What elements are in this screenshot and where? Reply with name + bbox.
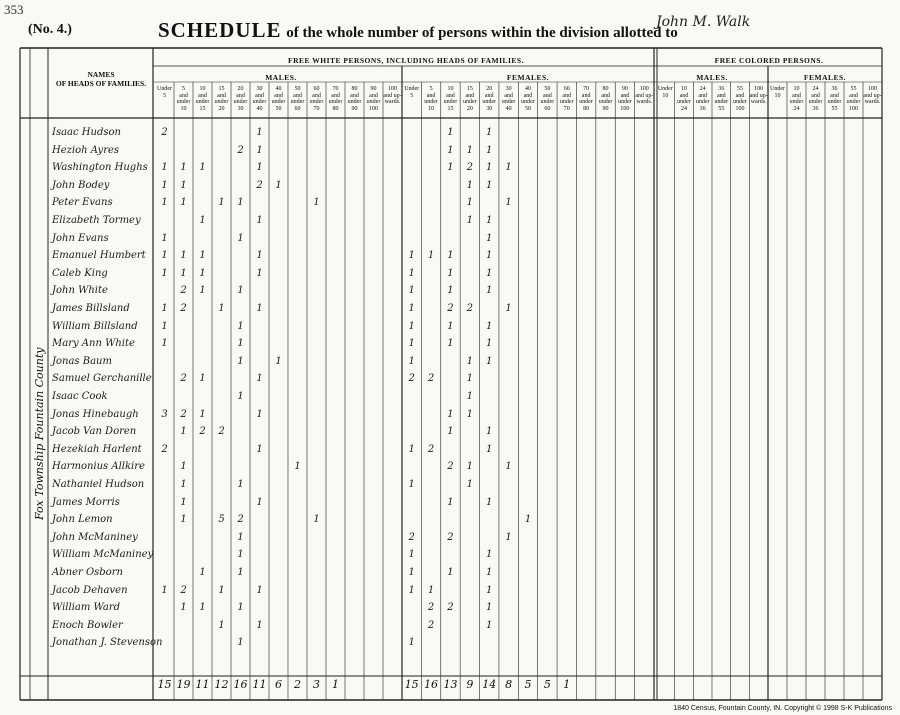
male-age-header: 90 and under 100 [366,86,381,112]
female-age-header: 30 and under 40 [501,86,516,112]
male-tally: 1 [256,162,263,174]
male-total: 16 [233,678,248,691]
female-tally: 1 [408,285,415,297]
female-tally: 1 [486,144,493,156]
female-tally: 1 [447,408,454,420]
female-tally: 1 [447,285,454,297]
free-white-header: FREE WHITE PERSONS, INCLUDING HEADS OF FAMILIES. [288,56,524,65]
male-tally: 1 [256,144,263,156]
family-head-name: Emanuel Humbert [52,250,146,262]
male-total: 2 [294,678,301,691]
male-total: 11 [195,678,210,691]
female-tally: 1 [408,567,415,578]
male-age-header: 80 and under 90 [347,86,362,112]
family-head-name: John Evans [52,232,109,244]
female-tally: 1 [447,426,454,438]
male-tally: 1 [237,232,244,244]
free-colored-header: FREE COLORED PERSONS. [714,56,824,65]
family-head-name: Hezekiah Harlent [52,443,142,455]
male-tally: 1 [161,197,168,209]
male-age-header: 40 and under 50 [271,86,286,112]
colored-female-age-header: 10 and under 24 [789,86,804,112]
male-tally: 1 [237,285,244,297]
schedule-title-rest: of the whole number of persons within the division allotted to [286,25,678,41]
male-total: 11 [252,678,267,691]
schedule-title-main: SCHEDULE [158,18,282,42]
female-age-header: 100 and up- wards. [635,86,654,105]
male-tally: 1 [256,373,263,385]
family-head-name: John Lemon [52,514,113,526]
female-tally: 1 [466,461,474,473]
male-tally: 1 [161,338,168,350]
family-head-name: John Bodey [52,179,110,191]
male-tally: 1 [180,250,187,262]
male-tally: 1 [237,197,244,209]
male-tally: 2 [199,426,206,438]
female-total: 15 [404,678,419,691]
family-head-name: William Billsland [52,320,138,332]
female-total: 16 [424,678,439,691]
female-tally: 1 [408,549,415,561]
male-tally: 1 [256,215,263,226]
male-tally: 2 [180,373,187,385]
male-tally: 1 [294,461,301,473]
male-tally: 1 [180,479,187,490]
female-age-header: 70 and under 80 [579,86,593,112]
colored-males-header: MALES. [696,73,728,82]
male-tally: 1 [237,637,244,649]
male-tally: 1 [180,179,187,191]
female-tally: 1 [466,408,474,420]
male-age-header: 60 and under 70 [309,86,324,112]
female-tally: 1 [505,162,512,174]
female-tally: 2 [447,461,454,473]
male-tally: 2 [180,408,187,420]
male-tally: 1 [199,250,206,262]
male-tally: 1 [218,303,225,314]
male-tally: 1 [237,549,244,561]
male-tally: 2 [180,303,187,314]
names-column-header: NAMES OF HEADS OF FAMILIES. [55,70,147,88]
male-tally: 1 [199,285,206,297]
family-head-name: Jonas Baum [52,355,112,367]
male-total: 15 [157,678,172,691]
male-tally: 1 [256,584,263,596]
female-tally: 1 [486,355,493,367]
female-tally: 1 [408,479,415,490]
female-total: 9 [466,678,474,691]
male-tally: 1 [180,162,187,174]
female-tally: 1 [408,355,415,367]
male-tally: 1 [199,373,206,385]
male-tally: 1 [218,197,225,209]
family-head-name: Jacob Dehaven [52,584,128,596]
male-tally: 2 [237,514,244,526]
female-tally: 1 [486,232,493,244]
page-number: 353 [4,2,24,17]
female-tally: 2 [427,619,435,631]
female-tally: 1 [486,602,493,614]
white-males-header: MALES. [265,73,297,82]
female-tally: 1 [466,144,474,156]
male-tally: 1 [180,461,187,473]
male-tally: 1 [161,320,168,332]
female-total: 1 [563,678,571,691]
male-tally: 1 [218,619,225,631]
female-tally: 1 [408,267,415,279]
female-age-header: 5 and under 10 [424,86,438,112]
male-tally: 1 [313,514,320,526]
female-total: 5 [543,678,551,691]
female-tally: 1 [486,567,493,578]
female-tally: 1 [427,250,435,262]
male-tally: 1 [180,496,187,508]
male-tally: 1 [256,127,263,138]
male-tally: 1 [199,567,206,578]
male-tally: 1 [180,602,187,614]
family-head-name: Jonathan J. Stevenson [52,637,163,649]
female-tally: 1 [466,179,474,191]
male-tally: 1 [256,250,263,262]
female-tally: 1 [486,179,493,191]
female-age-header: 40 and under 50 [521,86,535,112]
male-total: 6 [275,678,282,691]
male-tally: 1 [180,197,187,209]
family-head-name: John McManiney [52,531,138,543]
female-tally: 1 [408,320,415,332]
female-age-header: 20 and under 30 [482,86,497,112]
family-head-name: Harmonius Allkire [52,461,145,473]
female-tally: 2 [408,373,415,385]
male-age-header: 50 and under 60 [290,86,305,112]
female-tally: 1 [486,162,493,174]
female-tally: 1 [408,584,415,596]
female-tally: 2 [447,303,454,314]
female-tally: 1 [486,426,493,438]
female-tally: 2 [466,162,474,174]
male-tally: 1 [161,232,168,244]
family-head-name: John White [52,285,108,297]
male-tally: 2 [256,179,263,191]
female-tally: 1 [466,355,474,367]
white-females-header: FEMALES. [506,73,550,82]
female-tally: 2 [447,531,454,543]
male-tally: 2 [218,426,225,438]
male-tally: 1 [237,567,244,578]
female-tally: 1 [486,496,493,508]
male-tally: 1 [199,602,206,614]
female-tally: 1 [447,338,454,350]
family-head-name: Nathaniel Hudson [52,479,145,490]
female-tally: 2 [466,303,474,314]
male-total: 1 [332,678,339,691]
female-age-header: 60 and under 70 [559,86,574,112]
male-age-header: 70 and under 80 [328,86,343,112]
colored-male-age-header: 24 and under 36 [695,86,710,112]
female-tally: 1 [447,162,454,174]
female-tally: 1 [486,619,493,631]
female-tally: 1 [466,215,474,226]
male-age-header: 20 and under 30 [233,86,248,112]
male-tally: 1 [237,355,244,367]
female-tally: 1 [408,250,415,262]
female-tally: 1 [486,250,493,262]
male-tally: 1 [313,197,320,209]
family-head-name: Abner Osborn [52,567,123,578]
male-tally: 2 [237,144,244,156]
colored-females-header: FEMALES. [803,73,847,82]
female-age-header: 90 and under 100 [618,86,632,112]
male-tally: 1 [275,179,282,191]
male-tally: 1 [237,479,244,490]
female-tally: 1 [505,197,512,209]
colored-male-age-header: 55 and under 100 [733,86,747,112]
female-tally: 1 [447,496,454,508]
family-head-name: Enoch Bowler [52,619,123,631]
male-tally: 1 [275,355,282,367]
male-tally: 1 [237,391,244,402]
male-tally: 3 [161,408,168,420]
male-tally: 1 [180,426,187,438]
male-tally: 1 [256,619,263,631]
female-tally: 1 [486,320,493,332]
male-age-header: Under 5 [157,86,172,99]
female-tally: 1 [486,127,493,138]
male-age-header: 5 and under 10 [176,86,191,112]
colored-female-age-header: 36 and under 55 [827,86,842,112]
family-head-name: William McManiney [52,549,154,561]
male-tally: 1 [199,215,206,226]
female-tally: 1 [408,637,415,649]
colored-male-age-header: 36 and under 55 [714,86,729,112]
male-tally: 5 [218,514,225,526]
female-age-header: 50 and under 60 [540,86,555,112]
female-tally: 1 [466,391,474,402]
female-tally: 1 [466,197,474,209]
male-tally: 1 [218,584,225,596]
schedule-title [158,18,678,43]
family-head-name: Washington Hughs [52,162,148,174]
copyright-credit: 1840 Census, Fountain County, IN. Copyright © 1998 S-K Publications [673,705,892,712]
colored-female-age-header: 24 and under 36 [808,86,823,112]
female-total: 8 [505,678,513,691]
female-tally: 2 [427,602,435,614]
family-head-name: James Morris [52,496,120,508]
female-tally: 1 [486,549,493,561]
female-age-header: 80 and under 90 [598,86,613,112]
female-tally: 2 [408,531,415,543]
male-tally: 1 [180,514,187,526]
male-tally: 1 [199,267,206,279]
family-head-name: Peter Evans [52,197,113,209]
male-tally: 1 [237,320,244,332]
male-age-header: 30 and under 40 [252,86,267,112]
female-tally: 1 [486,443,493,455]
male-total: 19 [176,678,191,691]
female-total: 14 [482,678,497,691]
female-tally: 1 [447,127,454,138]
township-side-note: Fox Township Fountain County [33,347,46,520]
male-tally: 1 [199,162,206,174]
male-tally: 2 [180,584,187,596]
form-number: (No. 4.) [28,22,72,37]
family-head-name: Caleb King [52,267,108,279]
male-total: 3 [313,678,320,691]
female-tally: 1 [408,303,415,314]
female-total: 13 [443,678,458,691]
family-head-name: William Ward [52,602,121,614]
colored-male-age-header: 10 and under 24 [677,86,691,112]
female-tally: 1 [447,320,454,332]
family-head-name: Jacob Van Doren [52,426,137,438]
male-total: 12 [214,678,229,691]
female-tally: 1 [486,267,493,279]
female-tally: 1 [447,267,454,279]
female-age-header: 15 and under 20 [462,86,477,112]
female-tally: 1 [447,250,454,262]
family-head-name: Mary Ann White [52,338,135,350]
male-tally: 1 [180,267,187,279]
female-tally: 2 [427,443,435,455]
female-tally: 2 [427,373,435,385]
male-tally: 1 [237,338,244,350]
female-tally: 1 [505,531,512,543]
male-tally: 1 [256,443,263,455]
family-head-name: Isaac Hudson [52,127,121,138]
female-tally: 1 [505,461,512,473]
male-tally: 1 [256,267,263,279]
family-head-name: Jonas Hinebaugh [52,408,139,420]
male-tally: 1 [161,584,168,596]
female-age-header: 10 and under 15 [443,86,458,112]
enumerator-name: John M. Walk [656,14,751,30]
male-tally: 1 [161,303,168,314]
colored-female-age-header: 100 and up- wards. [863,86,882,105]
male-tally: 2 [180,285,187,297]
female-age-header: Under 5 [404,86,420,99]
female-tally: 1 [524,514,532,526]
male-tally: 1 [237,531,244,543]
colored-male-age-header: 100 and up- wards. [749,86,768,105]
family-head-name: Isaac Cook [52,391,108,402]
male-tally: 1 [256,496,263,508]
female-tally: 1 [486,584,493,596]
female-tally: 1 [486,285,493,297]
male-tally: 1 [161,162,168,174]
family-head-name: Samuel Gerchanille [52,373,152,385]
male-tally: 2 [161,443,168,455]
colored-female-age-header: 55 and under 100 [846,86,861,112]
female-tally: 1 [447,144,454,156]
male-age-header: 100 and up- wards. [383,86,402,105]
female-tally: 1 [486,215,493,226]
male-tally: 1 [199,408,206,420]
female-tally: 1 [408,443,415,455]
female-tally: 2 [447,602,454,614]
male-tally: 2 [161,127,168,138]
female-tally: 1 [427,584,435,596]
female-tally: 1 [486,338,493,350]
male-tally: 1 [161,267,168,279]
family-head-name: James Billsland [52,303,130,314]
family-head-name: Hezioh Ayres [52,144,120,156]
female-total: 5 [524,678,532,691]
colored-male-age-header: Under 10 [657,86,673,99]
female-tally: 1 [466,373,474,385]
female-tally: 1 [447,567,454,578]
male-age-header: 15 and under 20 [214,86,229,112]
male-tally: 1 [256,303,263,314]
male-tally: 1 [161,179,168,191]
colored-female-age-header: Under 10 [770,86,785,99]
male-tally: 1 [237,602,244,614]
female-tally: 1 [408,338,415,350]
female-tally: 1 [505,303,512,314]
male-age-header: 10 and under 15 [195,86,210,112]
male-tally: 1 [161,250,168,262]
female-tally: 1 [466,479,474,490]
male-tally: 1 [256,408,263,420]
family-head-name: Elizabeth Tormey [52,215,141,226]
